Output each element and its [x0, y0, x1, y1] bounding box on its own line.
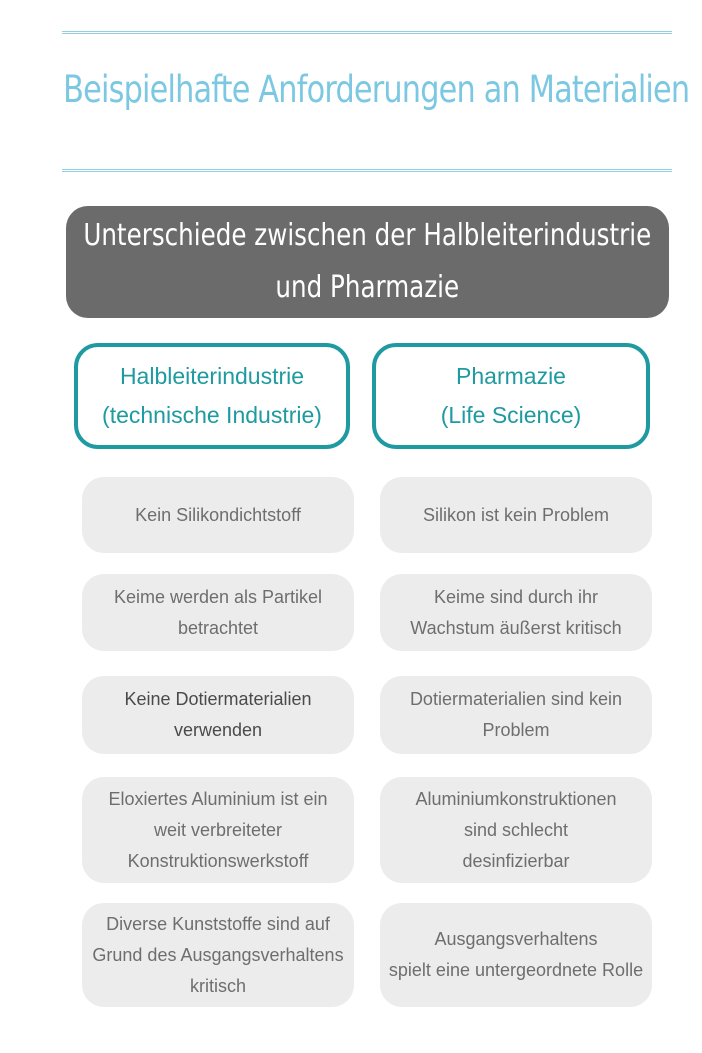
cell-text: Eloxiertes Aluminium ist ein weit verbreiteter Konstruktionswerkstoff: [108, 788, 328, 871]
cell-text: Keine Dotiermaterialien verwenden: [124, 689, 312, 740]
column-header-semiconductor: [74, 343, 350, 449]
cell-text: Ausgangsverhaltens spielt eine untergeordnete Rolle: [388, 929, 644, 980]
comparison-cell-left: [82, 777, 354, 883]
comparison-cell-left: [82, 903, 354, 1007]
comparison-cell-right: [380, 903, 652, 1007]
cell-text: Keime sind durch ihr Wachstum äußerst kritisch: [410, 586, 622, 638]
comparison-cell-left: [82, 676, 354, 754]
comparison-cell-right: [380, 676, 652, 754]
comparison-cell-left: [82, 477, 354, 553]
banner-line-1: Unterschiede zwischen der Halbleiterindustrie: [83, 218, 652, 253]
banner-line-2: und Pharmazie: [275, 270, 460, 305]
comparison-cell-left: [82, 574, 354, 651]
cell-text: Dotiermaterialien sind kein Problem: [409, 689, 623, 740]
comparison-cell-right: [380, 777, 652, 883]
cell-text: Diverse Kunststoffe sind auf Grund des Ausgangsverhaltens kritisch: [92, 913, 344, 996]
top-divider: [62, 31, 672, 34]
comparison-banner: [66, 206, 669, 318]
comparison-cell-right: [380, 477, 652, 553]
column-header-right-line-1: Pharmazie: [456, 363, 566, 389]
column-header-pharma: [372, 343, 650, 449]
column-header-right-line-2: (Life Science): [440, 402, 582, 428]
cell-text: Keime werden als Partikel betrachtet: [113, 586, 323, 638]
page-title: Beispielhafte Anforderungen an Materialien: [63, 68, 690, 111]
cell-text: Aluminiumkonstruktionen sind schlecht desinfizierbar: [415, 788, 617, 871]
bottom-divider: [62, 169, 672, 172]
column-header-left-line-1: Halbleiterindustrie: [119, 363, 305, 389]
comparison-cell-right: [380, 574, 652, 651]
cell-text: Kein Silikondichtstoff: [135, 504, 301, 525]
cell-text: Silikon ist kein Problem: [422, 504, 610, 525]
column-header-left-line-2: (technische Industrie): [102, 402, 322, 428]
banner-text: [84, 210, 652, 314]
